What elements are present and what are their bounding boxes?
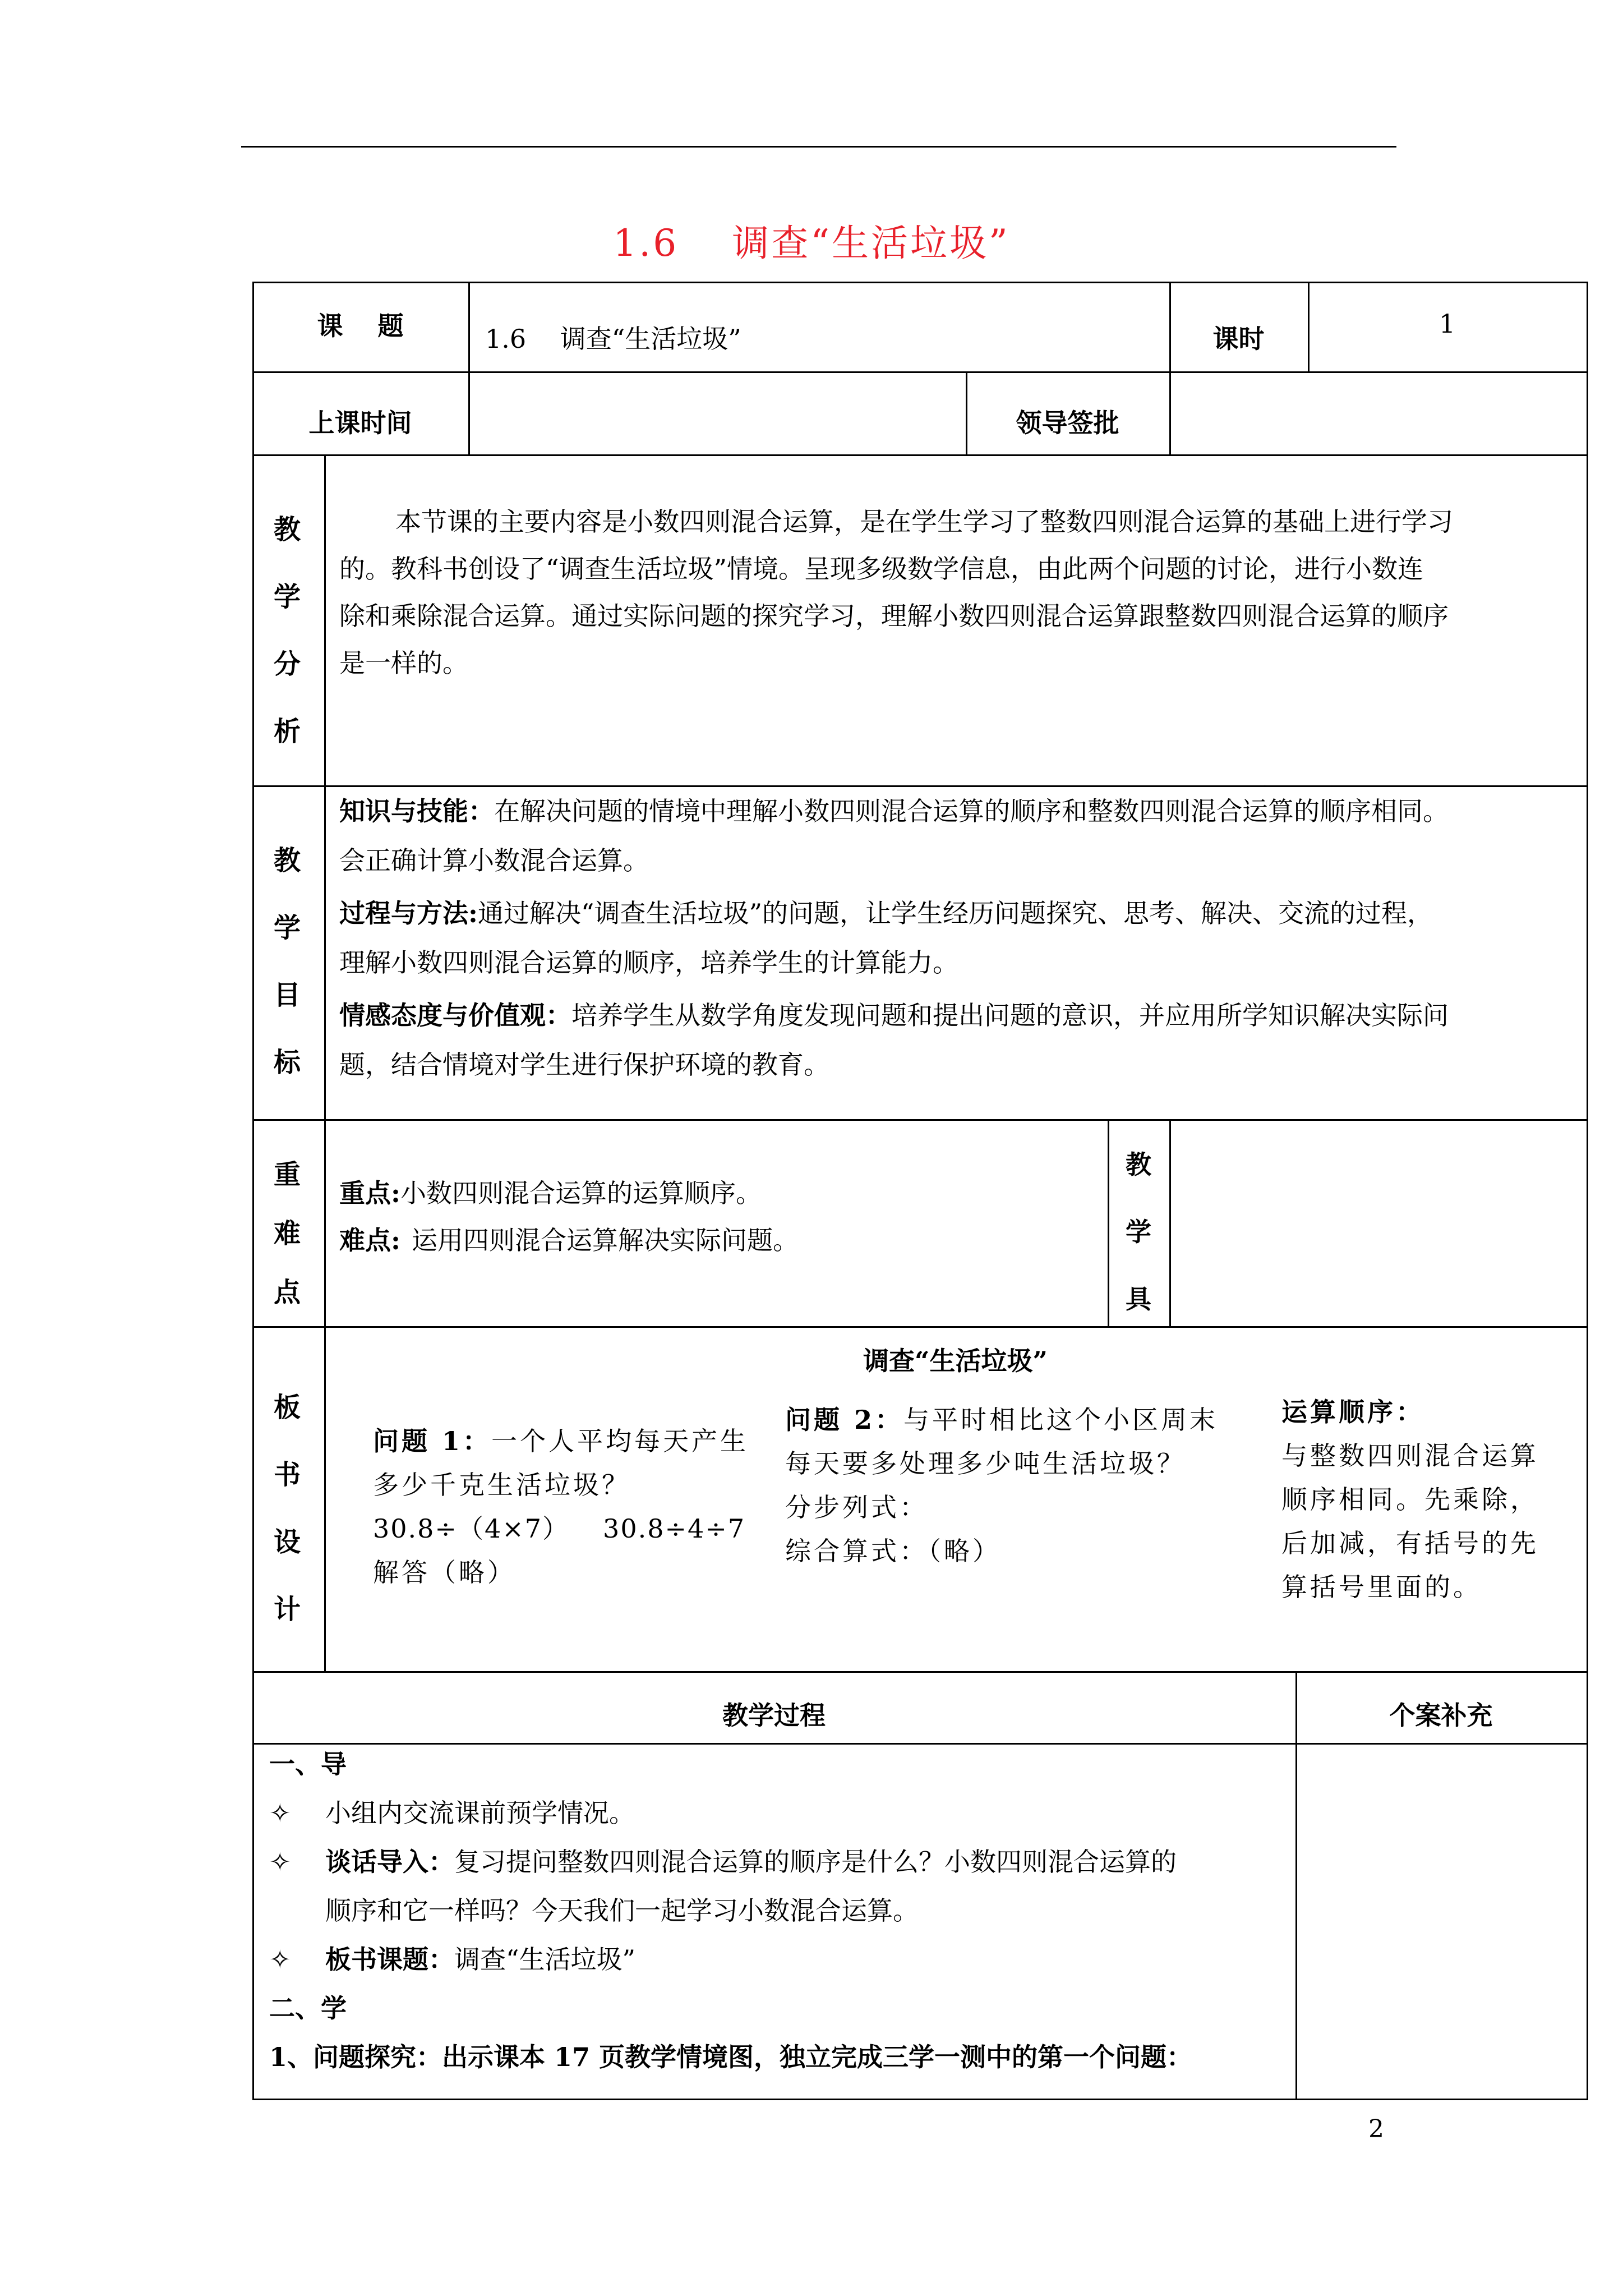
- bullet-icon: ✧: [269, 1944, 291, 1975]
- row-divider: [252, 1119, 1588, 1121]
- bullet-3-label: 板书课题：: [325, 1944, 454, 1975]
- row-divider: [252, 1326, 1588, 1328]
- col-divider: [324, 454, 326, 1671]
- analysis-label-char: 教: [273, 514, 301, 545]
- difficulty-label: 难点:: [339, 1225, 400, 1255]
- bullet-2-text: 复习提问整数四则混合运算的顺序是什么？小数四则混合运算的: [454, 1847, 1177, 1877]
- goal-knowledge-label: 知识与技能：: [339, 796, 494, 826]
- bullet-1-text: 小组内交流课前预学情况。: [325, 1798, 635, 1828]
- goals-label-char: 教: [273, 845, 301, 876]
- label-topic: 课 题: [317, 311, 404, 341]
- goals-text: [339, 786, 1581, 1089]
- order-line4: 算括号里面的。: [1281, 1572, 1482, 1602]
- goal-attitude-label: 情感态度与价值观：: [339, 1000, 571, 1030]
- keypoints-text: [339, 1170, 1096, 1264]
- analysis-label-char: 学: [273, 581, 301, 613]
- section-learn: 二、学: [269, 1993, 347, 2023]
- q2-line3: 分步列式：: [785, 1492, 928, 1522]
- row-divider: [252, 371, 1588, 373]
- label-hours: 课时: [1212, 324, 1265, 354]
- q2-line4: 综合算式：（略）: [785, 1536, 1001, 1566]
- key-text: 小数四则混合运算的运算顺序。: [400, 1178, 762, 1208]
- label-leader-approval: 领导签批: [1016, 408, 1119, 438]
- board-label-char: 板: [273, 1392, 301, 1423]
- q2-line2: 每天要多处理多少吨生活垃圾？: [785, 1448, 1186, 1479]
- goal-knowledge-text: 在解决问题的情境中理解小数四则混合运算的顺序和整数四则混合运算的顺序相同。: [494, 796, 1449, 826]
- analysis-line: 除和乘除混合运算。通过实际问题的探究学习，理解小数四则混合运算跟整数四则混合运算的顺序: [339, 601, 1449, 631]
- goal-knowledge-line2: 会正确计算小数混合运算。: [339, 845, 649, 876]
- order-line2: 顺序相同。先乘除，: [1281, 1484, 1539, 1515]
- bullet-icon: ✧: [269, 1847, 291, 1877]
- tools-label-char: 具: [1126, 1284, 1151, 1314]
- goals-label-char: 标: [273, 1047, 301, 1078]
- supplement-header: 个案补充: [1389, 1700, 1493, 1731]
- topic-value: 1.6 调查“生活垃圾”: [485, 324, 741, 354]
- q1-label: 问题 1：: [373, 1426, 492, 1456]
- hours-value: 1: [1438, 309, 1456, 339]
- q1-formula-a: 30.8÷（4×7）: [373, 1513, 570, 1544]
- bullet-2-line2: 顺序和它一样吗？今天我们一起学习小数混合运算。: [325, 1895, 919, 1926]
- row-divider: [252, 1671, 1588, 1673]
- process-header: 教学过程: [722, 1700, 826, 1731]
- keypoints-label-char: 点: [273, 1277, 301, 1308]
- q1-line1: 一个人平均每天产生: [491, 1426, 749, 1456]
- board-label-char: 计: [273, 1594, 301, 1625]
- bullet-3-text: 调查“生活垃圾”: [454, 1944, 636, 1975]
- goal-process-label: 过程与方法:: [339, 898, 478, 928]
- key-label: 重点:: [339, 1178, 400, 1208]
- table-bottom-border: [252, 2099, 1588, 2100]
- q1-formula-b: 30.8÷4÷7: [603, 1513, 746, 1544]
- label-class-time: 上课时间: [308, 408, 412, 438]
- goal-process-line2: 理解小数四则混合运算的顺序，培养学生的计算能力。: [339, 947, 958, 978]
- order-label: 运算顺序：: [1281, 1397, 1424, 1427]
- q2-line1: 与平时相比这个小区周末: [903, 1405, 1219, 1435]
- process-content: [269, 1740, 1287, 2082]
- difficulty-text: 运用四则混合运算解决实际问题。: [411, 1225, 799, 1255]
- q1-line2: 多少千克生活垃圾？: [373, 1470, 630, 1500]
- table-right-border: [1587, 282, 1588, 2100]
- header-rule: [241, 146, 1396, 148]
- goal-attitude-text: 培养学生从数学角度发现问题和提出问题的意识，并应用所学知识解决实际问: [571, 1000, 1449, 1030]
- table-top-border: [252, 282, 1588, 283]
- board-label-char: 书: [273, 1459, 301, 1490]
- goal-process-text: 通过解决“调查生活垃圾”的问题，让学生经历问题探究、思考、解决、交流的过程，: [477, 898, 1433, 928]
- tools-label-char: 教: [1126, 1149, 1151, 1180]
- goals-label-char: 目: [273, 979, 301, 1011]
- col-divider: [1295, 1671, 1297, 2100]
- keypoints-label-char: 重: [273, 1159, 301, 1190]
- goal-attitude-line2: 题，结合情境对学生进行保护环境的教育。: [339, 1050, 829, 1080]
- bullet-2-label: 谈话导入：: [325, 1847, 454, 1877]
- bullet-icon: ✧: [269, 1798, 291, 1828]
- page-number: 2: [1368, 2115, 1384, 2143]
- keypoints-label-char: 难: [273, 1218, 301, 1249]
- q1-answer: 解答（略）: [373, 1557, 516, 1588]
- analysis-line: 本节课的主要内容是小数四则混合运算，是在学生学习了整数四则混合运算的基础上进行学习: [395, 507, 1453, 537]
- board-label-char: 设: [273, 1526, 301, 1558]
- board-question-1: [373, 1419, 788, 1594]
- q2-label: 问题 2：: [785, 1405, 904, 1435]
- goals-label-char: 学: [273, 912, 301, 944]
- analysis-label-char: 析: [273, 716, 301, 747]
- section-guide: 一、导: [269, 1749, 347, 1779]
- col-divider: [468, 282, 470, 454]
- analysis-line: 的。教科书创设了“调查生活垃圾”情境。呈现多级数学信息，由此两个问题的讨论，进行小数连: [339, 554, 1424, 584]
- page-title: 1.6 调查“生活垃圾”: [613, 222, 1010, 265]
- board-question-2: [785, 1398, 1279, 1573]
- col-divider: [1169, 371, 1171, 454]
- tools-label-char: 学: [1126, 1217, 1151, 1247]
- board-heading: 调查“生活垃圾”: [863, 1346, 1048, 1376]
- order-line1: 与整数四则混合运算: [1281, 1441, 1539, 1471]
- analysis-label-char: 分: [273, 648, 301, 680]
- analysis-text: [339, 498, 1579, 687]
- item-1: 1、问题探究：出示课本 17 页教学情境图，独立完成三学一测中的第一个问题：: [269, 2042, 1193, 2072]
- col-divider: [1169, 1119, 1171, 1326]
- row-divider: [252, 454, 1588, 456]
- order-line3: 后加减，有括号的先: [1281, 1528, 1539, 1558]
- analysis-line: 是一样的。: [339, 648, 468, 678]
- board-order-rule: [1281, 1390, 1573, 1609]
